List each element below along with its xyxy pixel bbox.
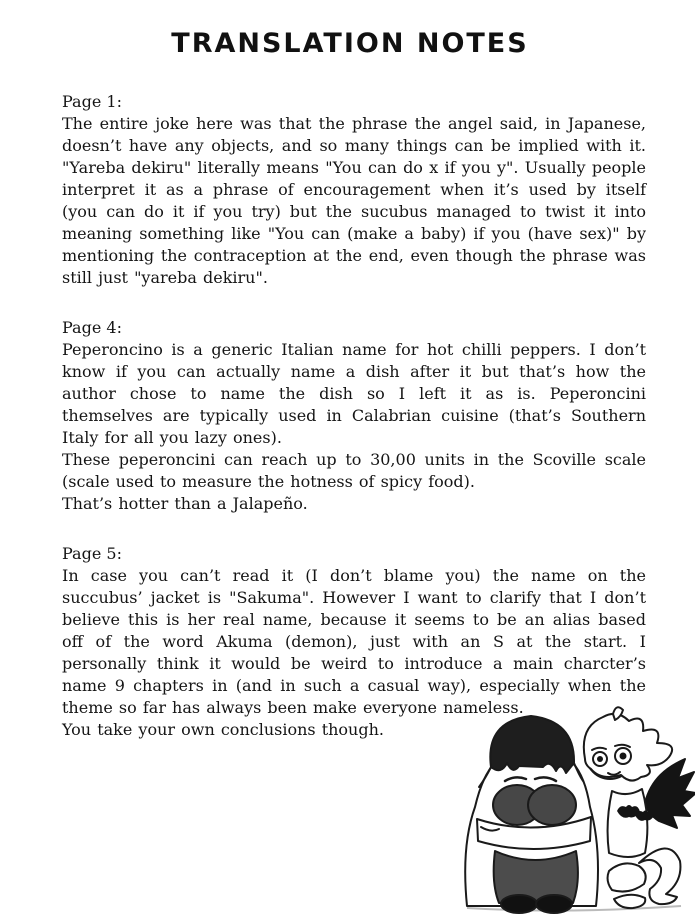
characters-illustration — [433, 701, 695, 918]
section-heading: Page 5: — [62, 544, 122, 563]
note-paragraph: You take your own conclusions though. — [62, 720, 384, 739]
note-paragraph: The entire joke here was that the phrase the angel said, in Japanese, doesn’t have any objects, and so many things can be implied with it. "Yareba dekiru" literally means "You can do x if you y". Usually people interpret it as a phrase of encouragement when it’s used by itself (you can do it if you try) but the sucubus managed to twist it into meaning something like "You can (make a baby) if you (have sex)" by mentioning the contraception at the end, even though the phrase was still just "yareba dekiru". — [62, 114, 646, 287]
page-title: TRANSLATION NOTES — [171, 28, 529, 59]
section-heading: Page 1: — [62, 92, 122, 111]
note-section — [62, 317, 646, 515]
note-section — [62, 91, 646, 289]
section-heading: Page 4: — [62, 318, 122, 337]
translation-notes-page — [0, 28, 700, 923]
notes-content — [62, 91, 646, 741]
note-paragraph: These peperoncini can reach up to 30,00 units in the Scoville scale (scale used to measure the hotness of spicy food). — [62, 450, 646, 491]
characters-illustration-svg — [433, 701, 695, 918]
note-paragraph: In case you can’t read it (I don’t blame you) the name on the succubus’ jacket is "Sakuma". However I want to clarify that I don’t believe this is her real name, because it seems to be an alias based off of the word Akuma (demon), just with an S at the start. I personally think it would be weird to introduce a main charcter’s name 9 chapters in (and in such a casual way), especially when the theme so far has always been make everyone nameless. — [62, 566, 646, 717]
note-paragraph: That’s hotter than a Jalapeño. — [62, 494, 308, 513]
angel-character — [465, 716, 598, 913]
note-paragraph: Peperoncino is a generic Italian name for hot chilli peppers. I don’t know if you can actually name a dish after it but that’s how the author chose to name the dish so I left it as is. Peperoncini themselves are typically used in Calabrian cuisine (that’s Southern Italy for all you lazy ones). — [62, 340, 646, 447]
